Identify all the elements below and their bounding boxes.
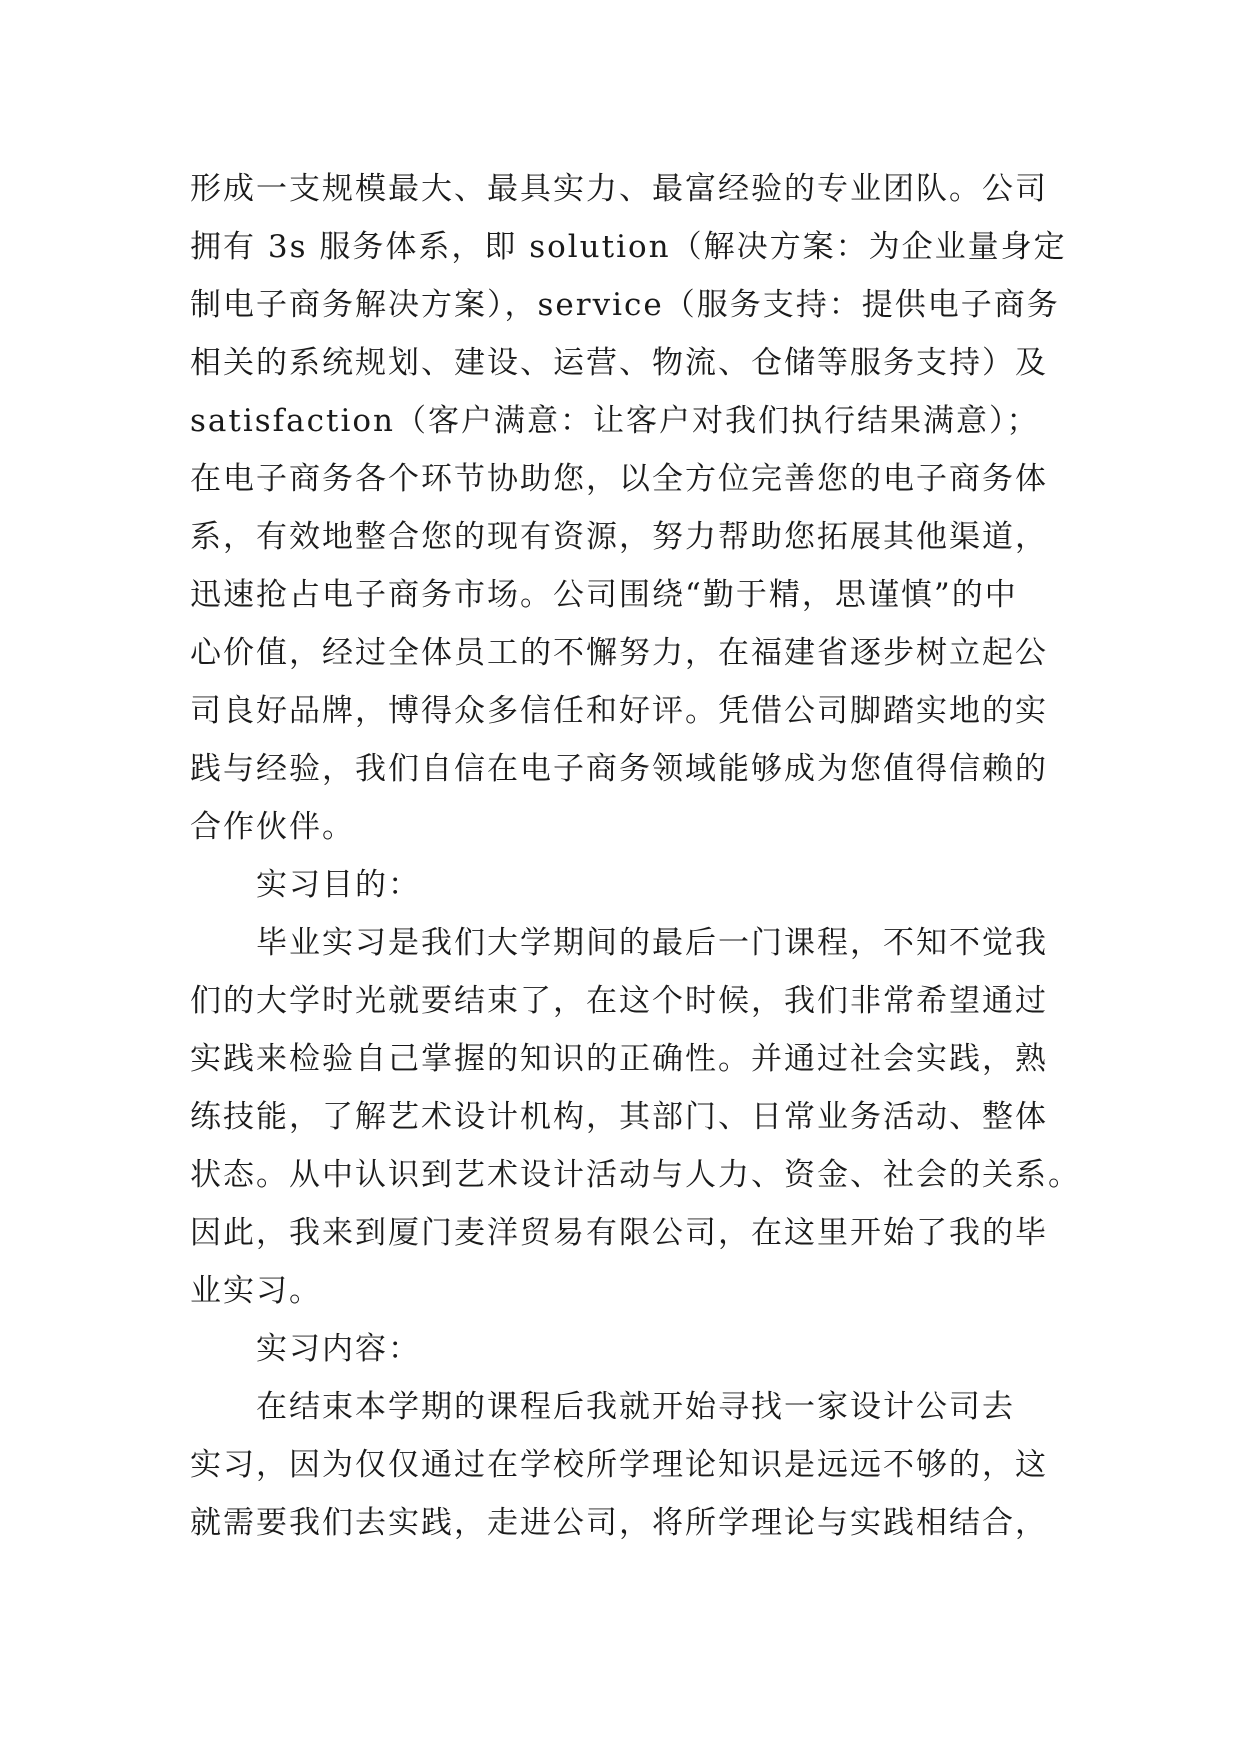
text-line: satisfaction（客户满意：让客户对我们执行结果满意）； [190, 403, 1040, 439]
text-line: 系，有效地整合您的现有资源，努力帮助您拓展其他渠道， [190, 519, 1048, 555]
text-line: 毕业实习是我们大学期间的最后一门课程，不知不觉我 [256, 925, 1048, 961]
text-line: 练技能，了解艺术设计机构，其部门、日常业务活动、整体 [190, 1099, 1048, 1135]
text-line: 合作伙伴。 [190, 809, 355, 845]
text-line: 制电子商务解决方案），service（服务支持：提供电子商务 [190, 287, 1060, 323]
text-line: 状态。从中认识到艺术设计活动与人力、资金、社会的关系。 [190, 1157, 1081, 1193]
text-line: 就需要我们去实践，走进公司，将所学理论与实践相结合， [190, 1505, 1048, 1541]
text-line: 在结束本学期的课程后我就开始寻找一家设计公司去 [256, 1389, 1015, 1425]
text-line: 相关的系统规划、建设、运营、物流、仓储等服务支持）及 [190, 345, 1048, 381]
text-line: 实践来检验自己掌握的知识的正确性。并通过社会实践，熟 [190, 1041, 1048, 1077]
text-line: 们的大学时光就要结束了，在这个时候，我们非常希望通过 [190, 983, 1048, 1019]
section-heading: 实习目的： [256, 867, 421, 903]
text-line: 迅速抢占电子商务市场。公司围绕“勤于精，思谨慎”的中 [190, 577, 1018, 613]
text-line: 拥有 3s 服务体系，即 solution（解决方案：为企业量身定 [190, 229, 1067, 265]
text-line: 因此，我来到厦门麦洋贸易有限公司，在这里开始了我的毕 [190, 1215, 1048, 1251]
section-heading: 实习内容： [256, 1331, 421, 1367]
text-line: 形成一支规模最大、最具实力、最富经验的专业团队。公司 [190, 171, 1048, 207]
text-line: 心价值，经过全体员工的不懈努力，在福建省逐步树立起公 [190, 635, 1048, 671]
text-line: 业实习。 [190, 1273, 322, 1309]
text-line: 实习，因为仅仅通过在学校所学理论知识是远远不够的，这 [190, 1447, 1048, 1483]
text-line: 在电子商务各个环节协助您，以全方位完善您的电子商务体 [190, 461, 1048, 497]
text-line: 司良好品牌，博得众多信任和好评。凭借公司脚踏实地的实 [190, 693, 1048, 729]
text-line: 践与经验，我们自信在电子商务领域能够成为您值得信赖的 [190, 751, 1048, 787]
